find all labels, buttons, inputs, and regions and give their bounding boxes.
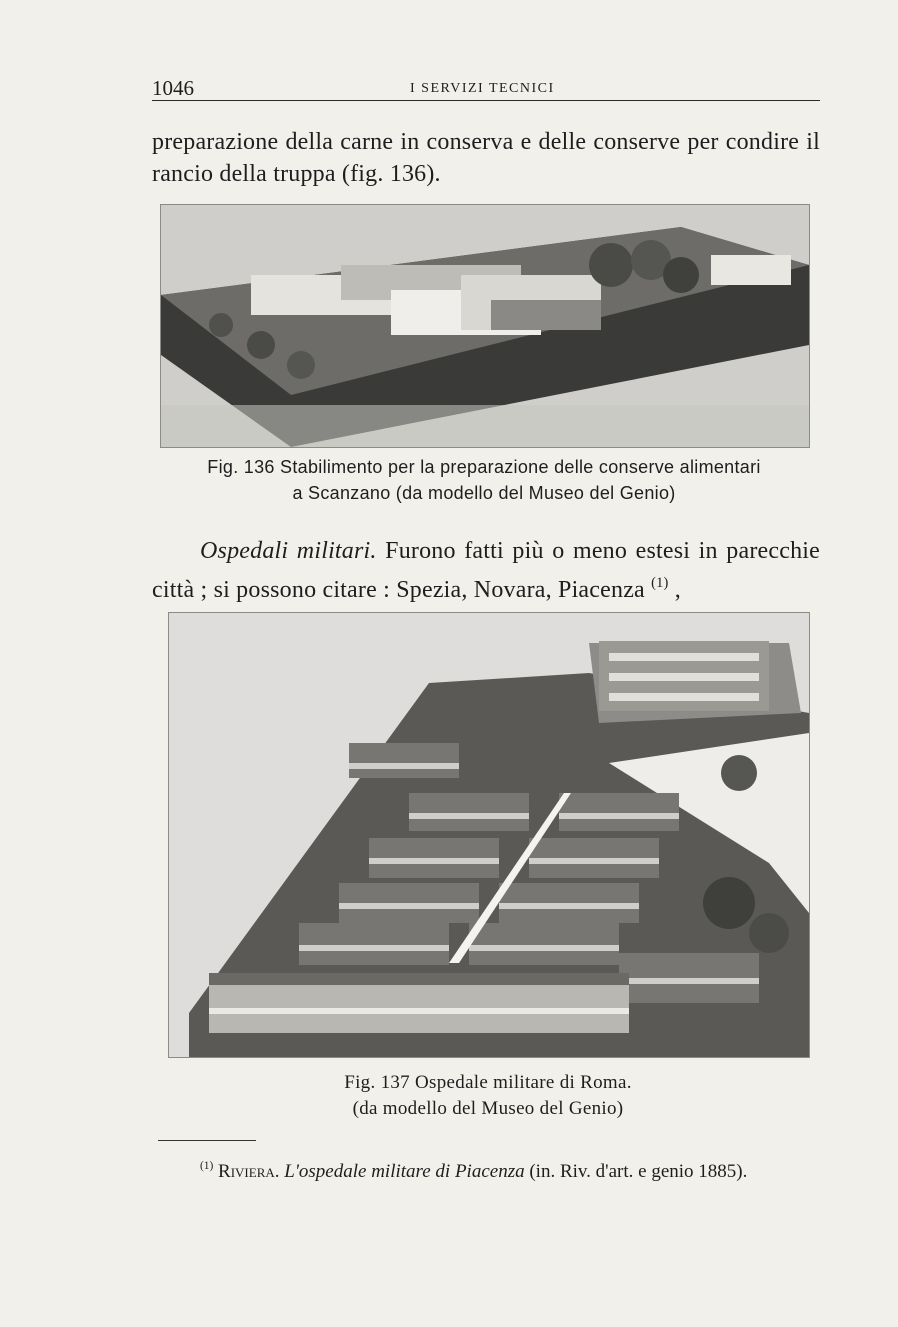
caption-line: a Scanzano (da modello del Museo del Genio) [292, 483, 676, 503]
footnote-title: L'ospedale militare di Piacenza [284, 1160, 525, 1182]
footnote-rule [158, 1140, 256, 1141]
footnote [200, 1153, 840, 1185]
caption-line: (da modello del Museo del Genio) [352, 1098, 624, 1119]
footnote-marker: (1) [200, 1160, 214, 1172]
caption-line: Fig. 136 Stabilimento per la preparazione delle conserve alimentari [207, 457, 761, 477]
paragraph-text: Furono fatti più o meno estesi in parecchie città ; si possono citare : Spezia, Novara, Piacenza [152, 538, 820, 604]
footnote-source: (in. Riv. d'art. e genio 1885). [524, 1160, 748, 1182]
figure-136-caption [160, 454, 808, 506]
paragraph-conserve: preparazione della carne in conserva e delle conserve per condire il rancio della truppa (fig. 136). [152, 129, 820, 187]
paragraph-ospedali [152, 535, 820, 606]
footnote-author: Riviera. [218, 1160, 280, 1182]
running-header [152, 74, 820, 101]
footnote-reference: (1) [651, 575, 669, 591]
running-title: I SERVIZI TECNICI [410, 81, 555, 96]
caption-line: Fig. 137 Ospedale militare di Roma. [344, 1072, 632, 1093]
page-number: 1046 [152, 76, 194, 100]
figure-137-photo [168, 612, 810, 1058]
figure-137-caption [168, 1070, 808, 1122]
section-lead: Ospedali militari. [200, 538, 377, 564]
paragraph-tail: , [668, 577, 681, 604]
figure-136-photo [160, 204, 810, 448]
